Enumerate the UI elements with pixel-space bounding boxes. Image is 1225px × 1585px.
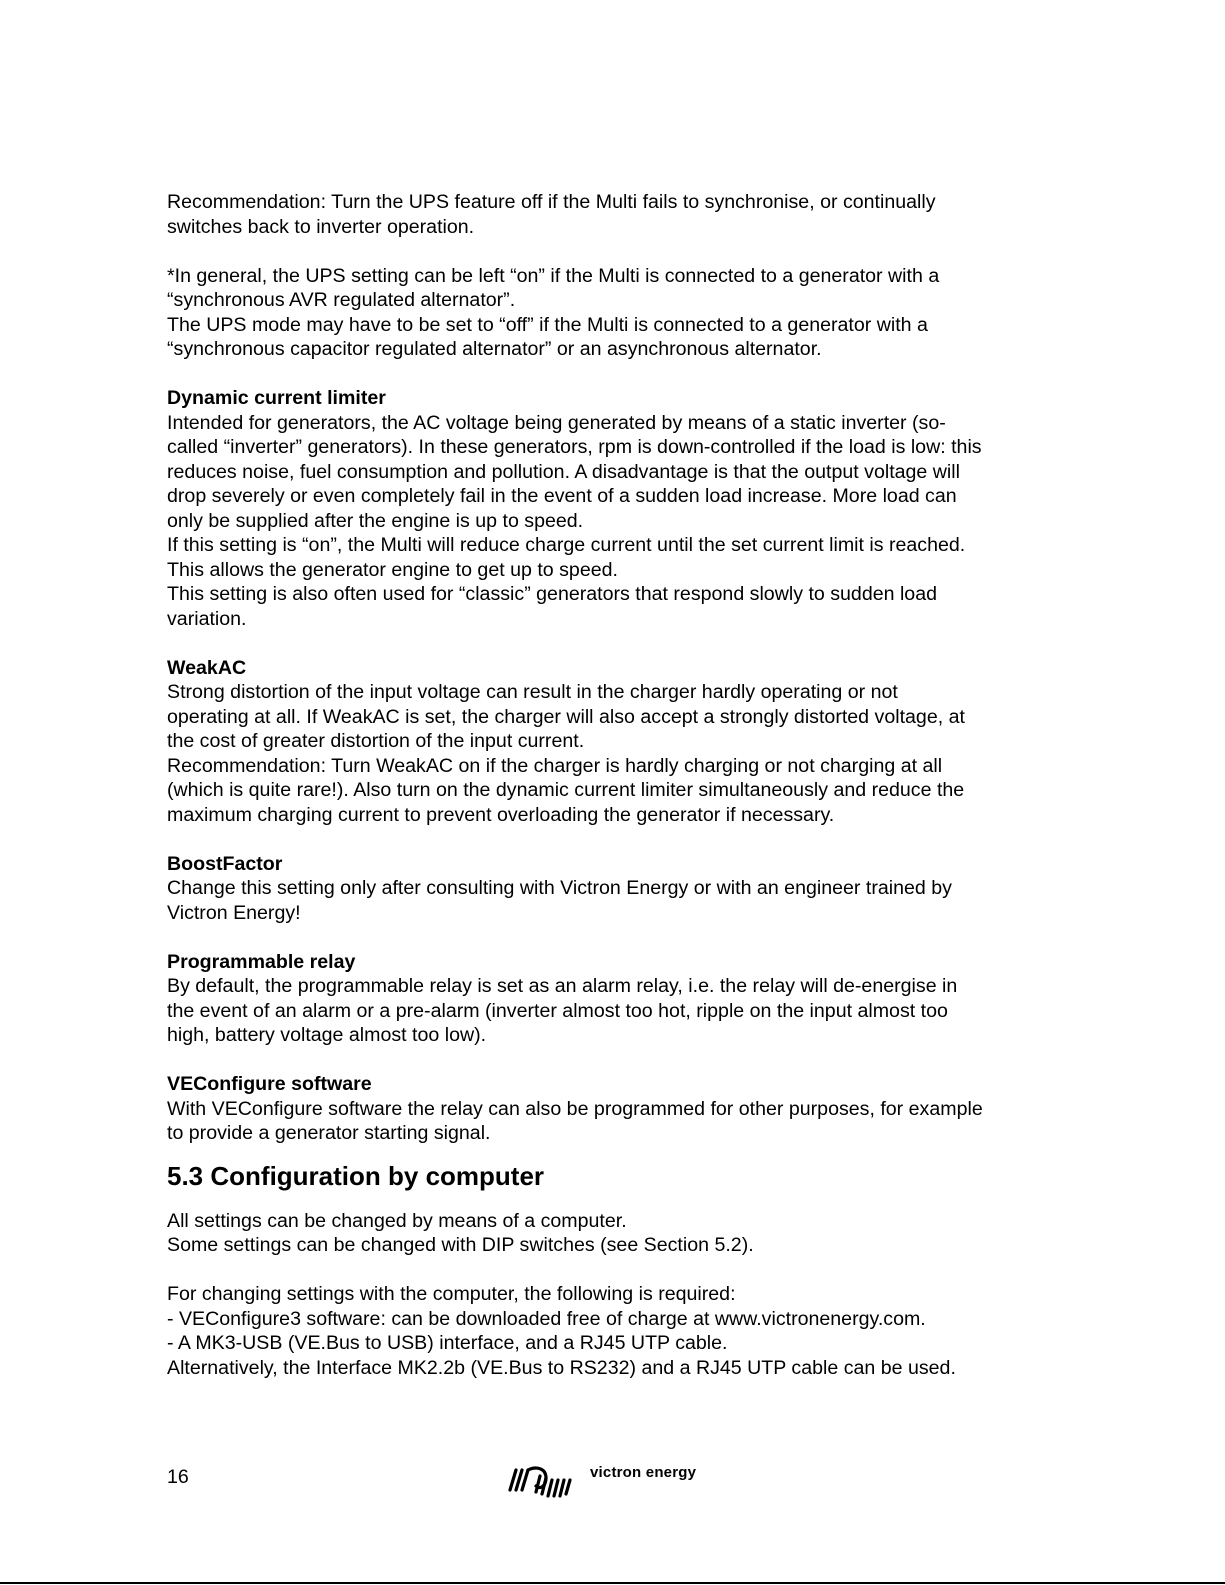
text-line: “synchronous capacitor regulated alternator” or an asynchronous alternator.	[167, 338, 822, 360]
text-line: For changing settings with the computer, the following is required:	[167, 1283, 736, 1305]
text-line: maximum charging current to prevent overloading the generator if necessary.	[167, 803, 835, 826]
text-line: This setting is also often used for “classic” generators that respond slowly to sudden load	[167, 583, 938, 605]
text-line: the cost of greater distortion of the input current.	[167, 730, 585, 752]
text-line: Intended for generators, the AC voltage being generated by means of a static inverter (so-	[167, 411, 946, 434]
text-line: With VEConfigure software the relay can also be programmed for other purposes, for example	[167, 1097, 983, 1120]
section-5-3-title: 5.3 Configuration by computer	[167, 1160, 545, 1191]
logo-wordmark: victron energy	[590, 1464, 697, 1481]
page-content	[167, 190, 1067, 1380]
section-5-3-intro	[167, 1209, 1067, 1258]
boost-factor-heading: BoostFactor	[167, 852, 283, 875]
ups-general-paragraph	[167, 264, 1067, 362]
victron-coil-logo-icon	[506, 1464, 582, 1498]
section-5-3-requirements	[167, 1282, 1067, 1380]
text-line: Recommendation: Turn WeakAC on if the charger is hardly charging or not charging at all	[167, 754, 943, 777]
text-line: If this setting is “on”, the Multi will reduce charge current until the set current limit is reached.	[167, 534, 966, 556]
weak-ac-heading: WeakAC	[167, 656, 247, 679]
text-line: All settings can be changed by means of a computer.	[167, 1209, 627, 1232]
victron-energy-logo	[506, 1464, 716, 1498]
text-line: Recommendation: Turn the UPS feature off if the Multi fails to synchronise, or continually	[167, 191, 936, 213]
weak-ac-section	[167, 656, 1067, 828]
text-line: *In general, the UPS setting can be left “on” if the Multi is connected to a generator with a	[167, 264, 940, 287]
text-line: drop severely or even completely fail in the event of a sudden load increase. More load can	[167, 485, 957, 507]
text-line: to provide a generator starting signal.	[167, 1122, 491, 1144]
text-line: The UPS mode may have to be set to “off” if the Multi is connected to a generator with a	[167, 313, 928, 336]
veconfigure-software-section	[167, 1072, 1067, 1146]
ups-recommendation-paragraph	[167, 190, 1067, 239]
programmable-relay-section	[167, 950, 1067, 1048]
dynamic-current-limiter-section	[167, 386, 1067, 631]
text-line: - A MK3-USB (VE.Bus to USB) interface, and a RJ45 UTP cable.	[167, 1332, 728, 1354]
text-line: - VEConfigure3 software: can be downloaded free of charge at www.victronenergy.com.	[167, 1307, 926, 1330]
text-line: Alternatively, the Interface MK2.2b (VE.Bus to RS232) and a RJ45 UTP cable can be used.	[167, 1356, 956, 1379]
boost-factor-section	[167, 852, 1067, 926]
text-line: Some settings can be changed with DIP switches (see Section 5.2).	[167, 1234, 754, 1256]
text-line: the event of an alarm or a pre-alarm (inverter almost too hot, ripple on the input almost too	[167, 999, 948, 1022]
veconfigure-software-heading: VEConfigure software	[167, 1073, 372, 1095]
text-line: reduces noise, fuel consumption and pollution. A disadvantage is that the output voltage will	[167, 460, 960, 483]
text-line: Change this setting only after consulting with Victron Energy or with an engineer trained by	[167, 877, 952, 899]
text-line: operating at all. If WeakAC is set, the charger will also accept a strongly distorted voltage, at	[167, 705, 965, 728]
text-line: only be supplied after the engine is up to speed.	[167, 509, 584, 532]
text-line: Victron Energy!	[167, 901, 301, 924]
text-line: By default, the programmable relay is set as an alarm relay, i.e. the relay will de-energise in	[167, 975, 958, 997]
text-line: called “inverter” generators). In these generators, rpm is down-controlled if the load is low: this	[167, 436, 982, 458]
text-line: switches back to inverter operation.	[167, 215, 475, 238]
text-line: high, battery voltage almost too low).	[167, 1024, 487, 1046]
dynamic-current-limiter-heading: Dynamic current limiter	[167, 387, 386, 409]
text-line: (which is quite rare!). Also turn on the dynamic current limiter simultaneously and reduce the	[167, 779, 965, 801]
bottom-border	[0, 1582, 1225, 1584]
text-line: Strong distortion of the input voltage can result in the charger hardly operating or not	[167, 681, 898, 703]
text-line: This allows the generator engine to get up to speed.	[167, 558, 618, 581]
text-line: variation.	[167, 607, 247, 630]
programmable-relay-heading: Programmable relay	[167, 950, 356, 973]
text-line: “synchronous AVR regulated alternator”.	[167, 289, 516, 311]
page-number: 16	[167, 1466, 189, 1488]
